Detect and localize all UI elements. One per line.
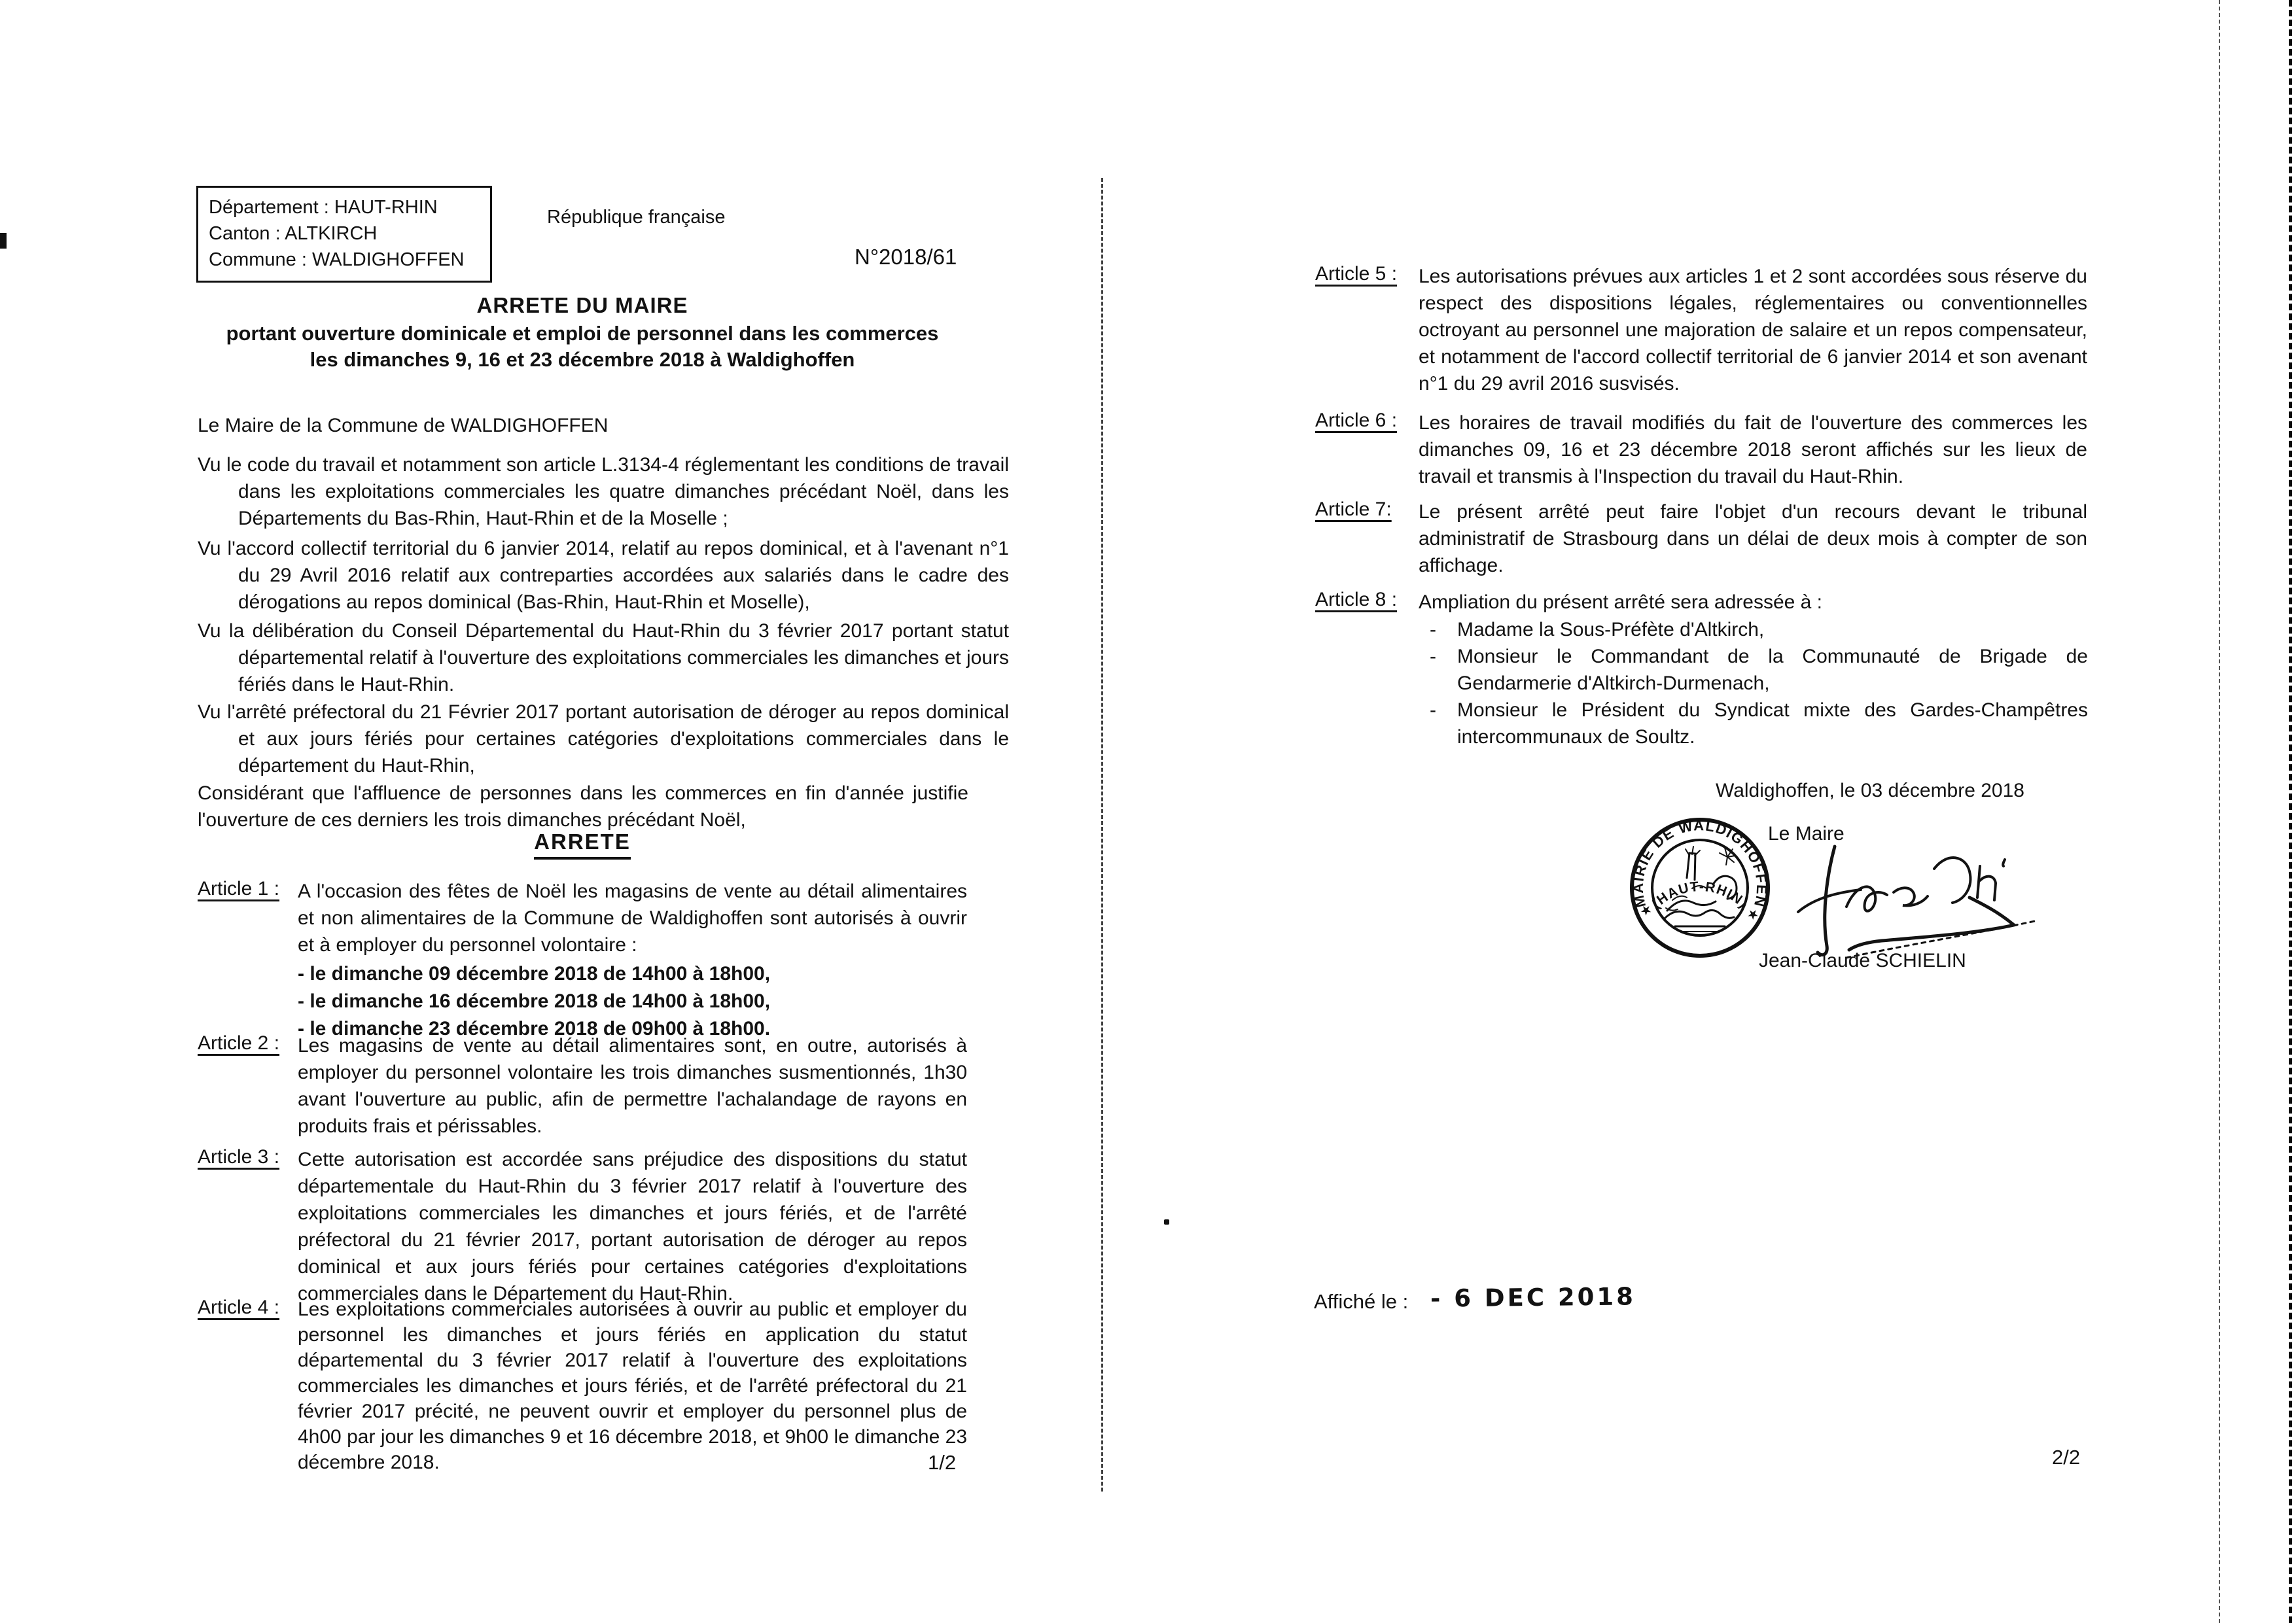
stamp-star-right-icon: ★ — [1744, 905, 1762, 924]
page-fold-dashed-line — [1101, 178, 1103, 1492]
decree-number: N°2018/61 — [855, 245, 957, 269]
article-1-text: A l'occasion des fêtes de Noël les magasins de vente au détail alimentaires et non alimentaires de la Commune de Waldighoffen sont autorisés à ouvrir et à employer du personnel volontaire : — [298, 881, 967, 956]
posted-label: Affiché le : — [1314, 1290, 1409, 1313]
dateline: Waldighoffen, le 03 décembre 2018 — [1716, 780, 2024, 801]
commune-line: Commune : WALDIGHOFFEN — [209, 249, 465, 270]
arrete-heading: ARRETE — [534, 829, 631, 860]
recital-vu-3: Vu la délibération du Conseil Départemental du Haut-Rhin du 3 février 2017 portant statut départemental relatif à l'ouverture des exploitations commerciales les dimanches et jours fériés dans le Haut-Rhin. — [198, 620, 1009, 695]
posted-date-stamp: - 6 DEC 2018 — [1430, 1282, 1636, 1313]
article-8-recipients — [1430, 616, 2088, 750]
article-1-schedule-line3: - le dimanche 23 décembre 2018 de 09h00 à 18h00. — [298, 1018, 771, 1039]
article-3-label: Article 3 : — [198, 1146, 280, 1168]
article-1-schedule-line1: - le dimanche 09 décembre 2018 de 14h00 à 18h00, — [298, 963, 771, 985]
article-8-text: Ampliation du présent arrêté sera adressée à : — [1419, 591, 1823, 613]
recipient-item: - Madame la Sous-Préfète d'Altkirch, — [1430, 616, 2088, 643]
canton-line: Canton : ALTKIRCH — [209, 223, 378, 244]
article-5-label: Article 5 : — [1315, 263, 1398, 285]
recipient-item: - Monsieur le Président du Syndicat mixte des Gardes-Champêtres intercommunaux de Soultz. — [1430, 697, 2088, 750]
departement-line: Département : HAUT-RHIN — [209, 197, 438, 218]
intro-line: Le Maire de la Commune de WALDIGHOFFEN — [198, 415, 609, 436]
republique-francaise-label: République française — [547, 207, 726, 228]
stamp-bottom-text: (HAUT-RHIN) — [1648, 879, 1751, 912]
page-1-number: 1/2 — [928, 1451, 957, 1474]
article-7-label: Article 7: — [1315, 498, 1392, 520]
document-title: ARRETE DU MAIRE — [476, 293, 688, 317]
posted-date-line — [1314, 1282, 1636, 1314]
bullet-dash: - — [1430, 699, 1436, 721]
recital-vu-1: Vu le code du travail et notamment son article L.3134-4 réglementant les conditions de travail dans les exploitations commerciales les quatre dimanches précédant Noël, dans les Départements du Bas-Rhin, Haut-Rhin et de la Moselle ; — [198, 454, 1009, 529]
bullet-dash: - — [1430, 646, 1436, 667]
svg-text:MAIRIE DE WALDIGHOFFEN — [1629, 817, 1771, 912]
article-1-label: Article 1 : — [198, 878, 280, 899]
article-4-label: Article 4 : — [198, 1297, 280, 1318]
stamp-top-text: MAIRIE DE WALDIGHOFFEN — [1629, 817, 1771, 909]
right-page-edge-dashed-line — [2219, 0, 2220, 1623]
recipient-item: - Monsieur le Commandant de la Communauté de Brigade de Gendarmerie d'Altkirch-Durmenach, — [1430, 643, 2088, 697]
scan-edge-mark — [0, 233, 7, 249]
commune-header-box — [196, 186, 492, 283]
article-5-text: Les autorisations prévues aux articles 1 et 2 sont accordées sous réserve du respect des dispositions légales, réglementaires ou conventionnelles octroyant au personnel une majoration de salaire et un repos compensateur, et notamment de l'accord collectif territorial de 6 janvier 2014 et son avenant n°1 du 29 avril 2016 susvisés. — [1419, 266, 2087, 394]
scan-edge-dashed-line — [2289, 0, 2292, 1623]
mairie-round-stamp — [1616, 806, 1786, 973]
article-2-label: Article 2 : — [198, 1032, 280, 1054]
signer-title: Le Maire — [1768, 823, 1845, 845]
article-3-text: Cette autorisation est accordée sans préjudice des dispositions du statut départementale du Haut-Rhin du 3 février 2017 relatif à l'ouverture des exploitations commerciales les dimanches et jours fériés, et de l'arrêté préfectoral du 21 février 2017, portant autorisation de déroger au repos dominical et aux jours fériés pour certaines catégories d'exploitations commerciales dans le Département du Haut-Rhin. — [298, 1149, 967, 1304]
article-6-text: Les horaires de travail modifiés du fait de l'ouverture des commerces les dimanches 09, 16 et 23 décembre 2018 seront affichés sur les lieux de travail et transmis à l'Inspection du travail du Haut-Rhin. — [1419, 412, 2087, 487]
recital-vu-2: Vu l'accord collectif territorial du 6 janvier 2014, relatif au repos dominical, et à l'avenant n°1 du 29 Avril 2016 relatif aux contreparties accordées aux salariés dans le cadre des dérogations au repos dominical (Bas-Rhin, Haut-Rhin et Moselle), — [198, 538, 1009, 613]
article-6-label: Article 6 : — [1315, 410, 1398, 431]
article-7-text: Le présent arrêté peut faire l'objet d'un recours devant le tribunal administratif de Strasbourg dans un délai de deux mois à compter de son affichage. — [1419, 501, 2087, 576]
article-4-text: Les exploitations commerciales autorisées à ouvrir au public et employer du personnel les dimanches et jours fériés en application du statut départemental du 3 février 2017 relatif à l'ouverture des exploitations commerciales les dimanches et jours fériés, et de l'arrêté préfectoral du 21 février 2017 précité, ne peuvent ouvrir et employer du personnel plus de 4h00 par jour les dimanches 9 et 16 décembre 2018, et 9h00 le dimanche 23 décembre 2018. — [298, 1299, 967, 1473]
recital-vu-4: Vu l'arrêté préfectoral du 21 Février 2017 portant autorisation de déroger au repos dominical et aux jours fériés pour certaines catégories d'exploitations commerciales dans le département du Haut-Rhin, — [198, 701, 1009, 777]
bullet-dash: - — [1430, 619, 1436, 640]
signer-name: Jean-Claude SCHIELIN — [1759, 950, 1966, 971]
recital-considerant: Considérant que l'affluence de personnes dans les commerces en fin d'année justifie l'ouverture de ces derniers les trois dimanches précédant Noël, — [198, 782, 968, 831]
stamp-star-left-icon: ★ — [1637, 901, 1655, 920]
page-2-number: 2/2 — [2052, 1446, 2081, 1469]
document-subtitle-line1: portant ouverture dominicale et emploi de personnel dans les commerces — [226, 322, 939, 345]
document-subtitle-line2: les dimanches 9, 16 et 23 décembre 2018 à Waldighoffen — [309, 348, 855, 371]
article-8-label: Article 8 : — [1315, 589, 1398, 610]
article-1-schedule-line2: - le dimanche 16 décembre 2018 de 14h00 à 18h00, — [298, 990, 771, 1012]
arrete-heading-wrap — [198, 829, 967, 860]
scan-speck — [1164, 1219, 1169, 1225]
article-2-text: Les magasins de vente au détail alimentaires sont, en outre, autorisés à employer du personnel volontaire les trois dimanches susmentionnés, 1h30 avant l'ouverture au public, afin de permettre l'achalandage de rayons en produits frais et périssables. — [298, 1035, 967, 1137]
